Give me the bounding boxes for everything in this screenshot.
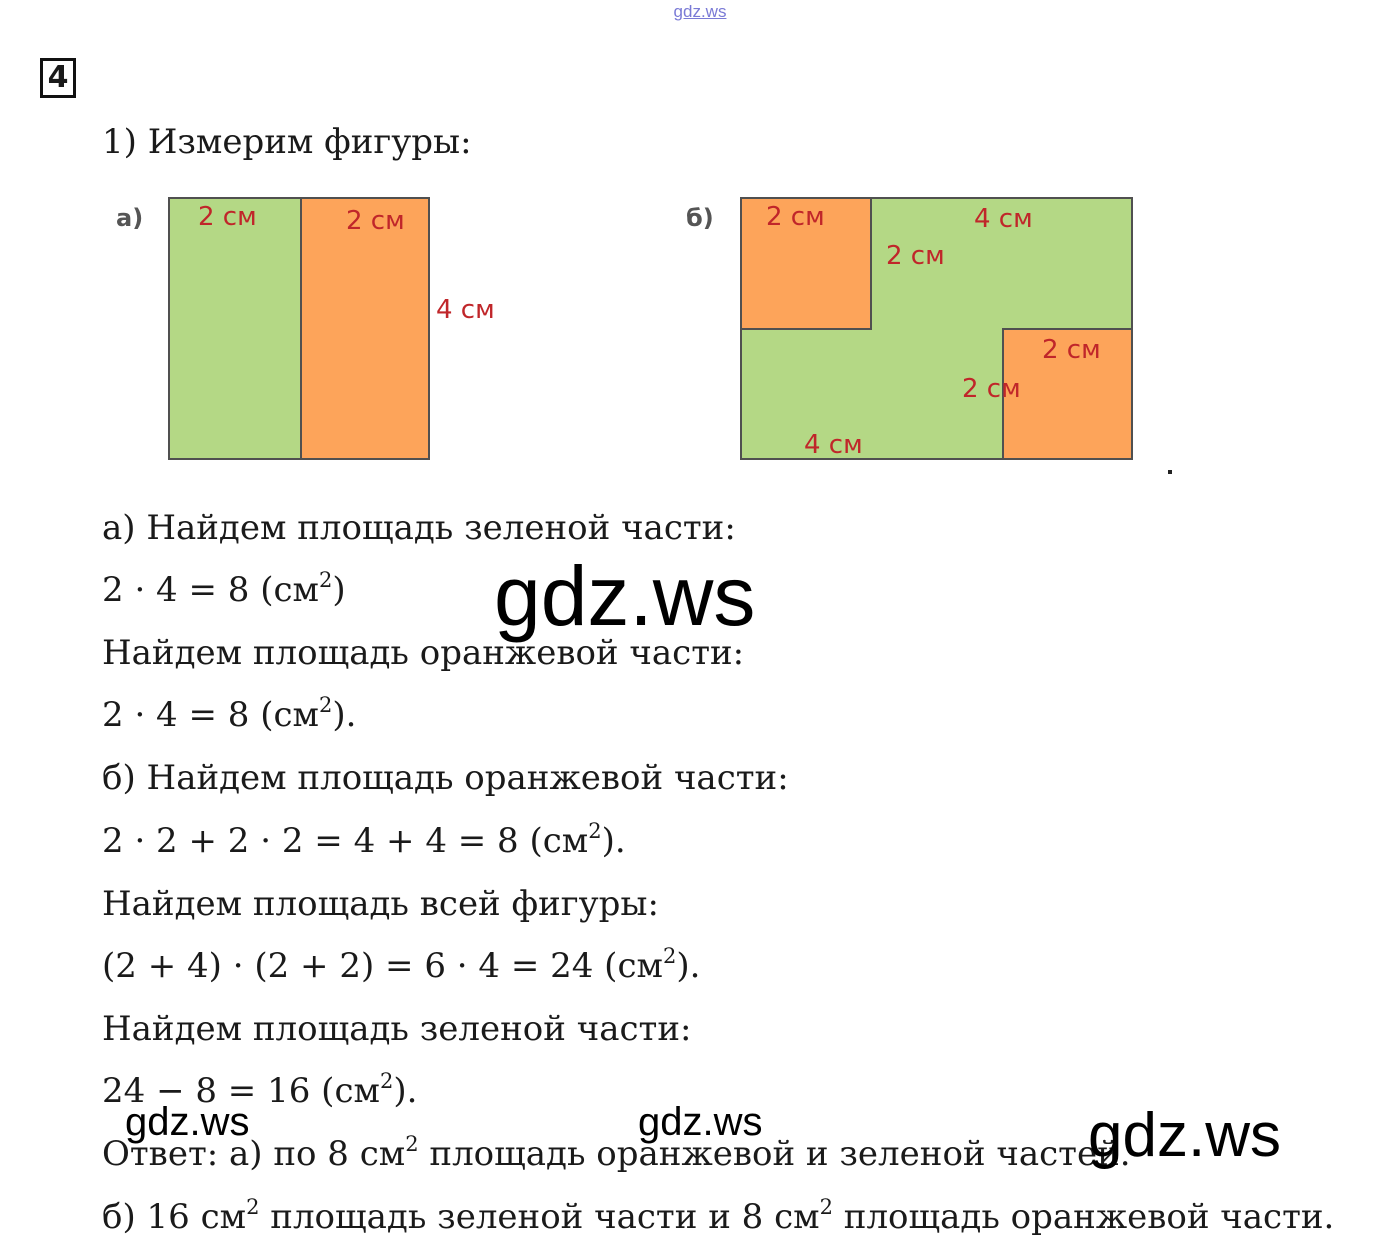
figure-b-dim-top: 4 см: [974, 204, 1033, 234]
line-b-orange-calc: 2 · 2 + 2 · 2 = 4 + 4 = 8 $(см^2)$.: [102, 819, 626, 861]
task-number: 4: [40, 58, 76, 98]
watermark-small-center: gdz.ws: [638, 1100, 763, 1144]
line-a-orange-title: Найдем площадь оранжевой части:: [102, 633, 745, 673]
line-a-green-calc: 2 · 4 = 8 $(см^2)$: [102, 568, 346, 610]
figure-b-dim-inner-bottom: 2 см: [962, 374, 1021, 404]
answer-line-2: б) 16 $см^2$ площадь зеленой части и 8 $см^2$ площадь оранжевой части.: [102, 1195, 1335, 1237]
figure-b-dim-top-left: 2 см: [766, 202, 825, 232]
figure-a-orange-part: [300, 197, 430, 460]
figure-a-dim-top-right: 2 см: [346, 206, 405, 236]
line-b-orange-title: б) Найдем площадь оранжевой части:: [102, 758, 789, 798]
line-a-orange-calc: 2 · 4 = 8 $(см^2)$.: [102, 693, 357, 735]
figure-a-dim-right: 4 см: [436, 295, 495, 325]
watermark-large: gdz.ws: [494, 549, 756, 643]
line-a-green-title: а) Найдем площадь зеленой части:: [102, 508, 736, 548]
line-b-whole-calc: (2 + 4) · (2 + 2) = 6 · 4 = 24 $(см^2)$.: [102, 944, 701, 986]
figure-b-label: б): [686, 204, 714, 232]
figure-a-green-part: [168, 197, 302, 460]
heading: 1) Измерим фигуры:: [102, 122, 472, 162]
figure-a-label: а): [116, 204, 144, 232]
line-b-whole-title: Найдем площадь всей фигуры:: [102, 884, 659, 924]
line-b-green-calc: 24 − 8 = 16 $(см^2)$.: [102, 1069, 418, 1111]
figure-b-dim-lower-right-top: 2 см: [1042, 335, 1101, 365]
answer-line-1: Ответ: а) по 8 $см^2$ площадь оранжевой и зеленой частей.: [102, 1132, 1131, 1174]
watermark-small-left: gdz.ws: [125, 1100, 250, 1144]
watermark-medium-right: gdz.ws: [1088, 1101, 1281, 1170]
figure-a-dim-top-left: 2 см: [198, 202, 257, 232]
figure-b-dim-inner-top: 2 см: [886, 241, 945, 271]
line-b-green-title: Найдем площадь зеленой части:: [102, 1009, 692, 1049]
watermark-top[interactable]: gdz.ws: [673, 2, 727, 21]
figure-b-dim-bottom: 4 см: [804, 430, 863, 460]
stray-dot: [1168, 470, 1172, 474]
